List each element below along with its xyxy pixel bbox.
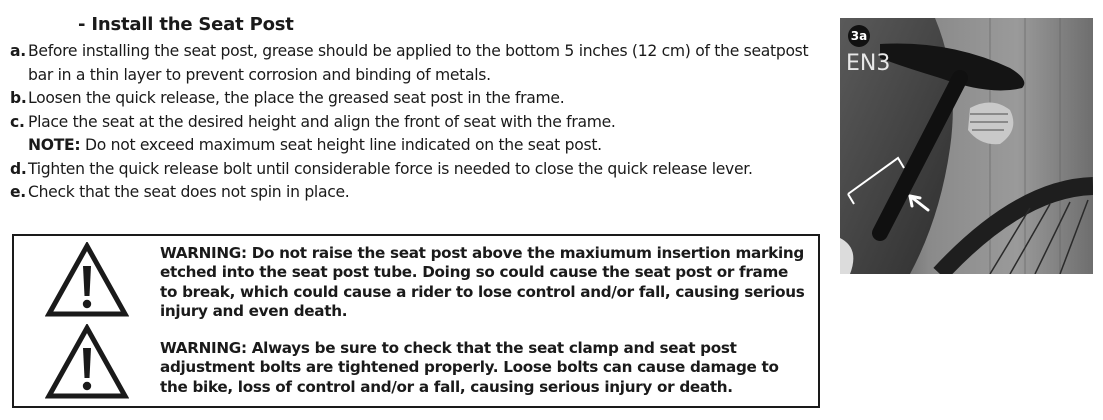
step-c	[10, 111, 810, 158]
step-letter: e.	[10, 183, 26, 201]
step-letter: c.	[10, 112, 25, 131]
step-text: Tighten the quick release bolt until considerable force is needed to close the quick release lever.	[28, 159, 753, 178]
warning-text-1: WARNING: Do not raise the seat post above the maxiumum insertion marking etched into the seat post tube. Doing so could cause the seat post or frame to break, which could cause a rider to lose control and/or fall, causing serious injury and even death.	[160, 244, 805, 320]
warning-box	[12, 234, 820, 408]
step-letter: a.	[10, 42, 26, 60]
step-a	[10, 40, 810, 87]
section-title: - Install the Seat Post	[78, 14, 294, 35]
note-text: Do not exceed maximum seat height line indicated on the seat post.	[85, 136, 602, 154]
note-label: NOTE:	[28, 136, 81, 154]
warning-triangle-icon	[45, 324, 129, 400]
wall-text: EN3	[846, 51, 891, 76]
figure-badge: 3a	[848, 25, 870, 47]
seat-post-illustration	[840, 18, 1093, 274]
step-text: Before installing the seat post, grease should be applied to the bottom 5 inches (12 cm) of the seatpost bar in a thin layer to prevent corrosion and binding of metals.	[28, 42, 809, 84]
step-e	[10, 181, 810, 205]
step-text: Loosen the quick release, the place the greased seat post in the frame.	[28, 89, 565, 107]
step-b	[10, 87, 810, 111]
instruction-steps	[10, 40, 810, 205]
step-letter: d.	[10, 159, 27, 178]
warning-triangle-icon	[45, 242, 129, 318]
step-letter: b.	[10, 89, 27, 107]
seat-post-photo	[840, 18, 1093, 274]
step-note	[28, 134, 810, 158]
step-text: Place the seat at the desired height and align the front of seat with the frame.	[28, 112, 616, 131]
step-d	[10, 158, 810, 182]
step-text: Check that the seat does not spin in place.	[28, 183, 350, 201]
warning-text-2: WARNING: Always be sure to check that the seat clamp and seat post adjustment bolts are tightened properly. Loose bolts can cause damage to the bike, loss of control and/or a fall, causing serious injury or death.	[160, 339, 779, 396]
